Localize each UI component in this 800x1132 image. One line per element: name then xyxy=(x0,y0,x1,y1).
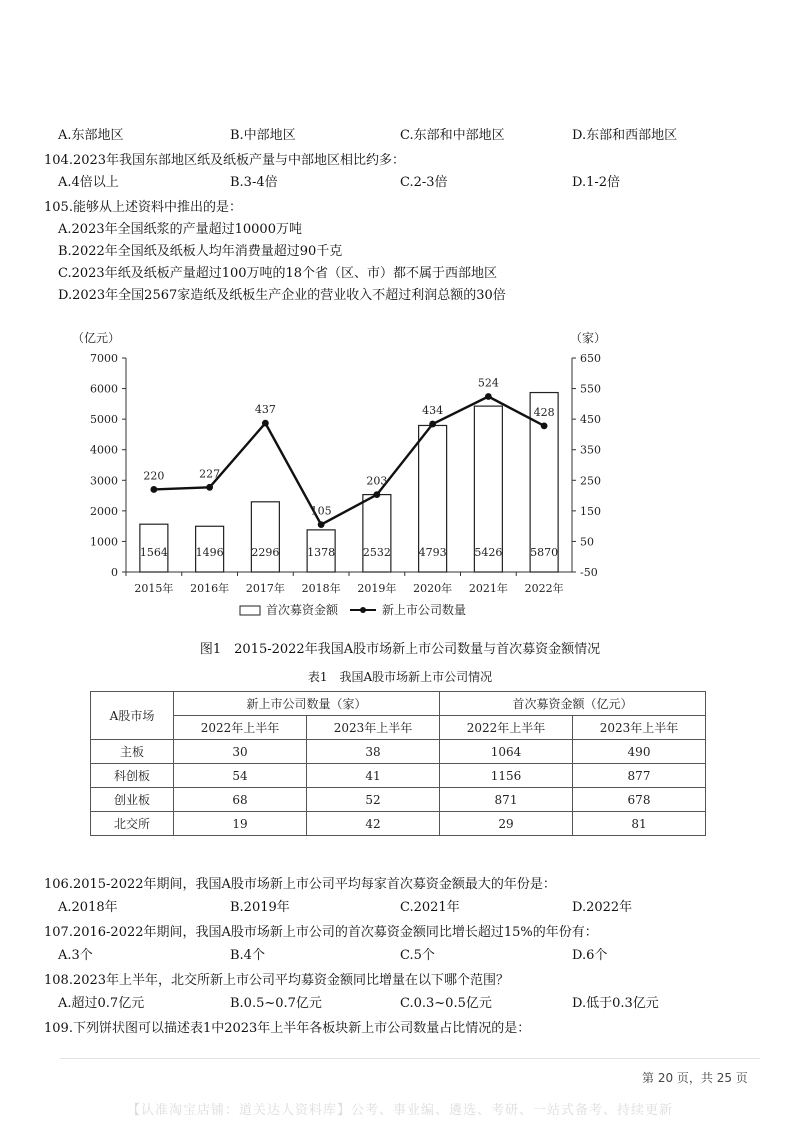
legend-line-marker xyxy=(360,607,366,613)
q107-option-c: C.5个 xyxy=(400,948,435,963)
x-tick-label: 2020年 xyxy=(413,582,453,595)
q108-option-c: C.0.3~0.5亿元 xyxy=(400,996,492,1011)
bar-value-label: 5870 xyxy=(530,546,559,559)
q106-option-d: D.2022年 xyxy=(572,900,633,915)
left-tick-label: 6000 xyxy=(90,382,118,396)
right-tick-label: 250 xyxy=(580,474,601,488)
x-tick-label: 2017年 xyxy=(245,582,285,595)
left-tick-label: 3000 xyxy=(90,474,118,488)
x-tick-label: 2019年 xyxy=(357,582,397,595)
x-tick-label: 2015年 xyxy=(134,582,174,595)
q106-option-c: C.2021年 xyxy=(400,900,460,915)
left-tick-label: 7000 xyxy=(90,352,118,365)
q104-option-b: B.3-4倍 xyxy=(230,175,278,190)
q105-option-d: D.2023年全国2567家造纸及纸板生产企业的营业收入不超过利润总额的30倍 xyxy=(58,288,506,303)
right-tick-label: 650 xyxy=(580,352,601,365)
q104-option-d: D.1-2倍 xyxy=(572,175,621,190)
bar-value-label: 2532 xyxy=(362,546,391,559)
right-tick-label: 150 xyxy=(580,504,601,518)
right-tick-label: -50 xyxy=(580,566,598,579)
q107-stem: 107.2016-2022年期间，我国A股市场新上市公司的首次募资金额同比增长超过15%的年份有： xyxy=(44,925,598,940)
table-row xyxy=(91,788,706,812)
q107-option-d: D.6个 xyxy=(572,948,608,963)
table-cell: 1156 xyxy=(440,764,573,788)
line-value-label: 227 xyxy=(199,467,221,481)
table1-title: 表1 我国A股市场新上市公司情况 xyxy=(307,670,493,684)
line-value-label: 105 xyxy=(310,504,332,518)
q103-option-a: A.东部地区 xyxy=(58,128,124,143)
q105-option-a: A.2023年全国纸浆的产量超过10000万吨 xyxy=(58,222,302,237)
row-label: 创业板 xyxy=(91,788,174,812)
table-cell: 871 xyxy=(440,788,573,812)
table1-sub-header: 2022年上半年 xyxy=(440,716,573,740)
left-tick-label: 5000 xyxy=(90,413,118,427)
table1-sub-header: 2023年上半年 xyxy=(573,716,706,740)
q104-option-a: A.4倍以上 xyxy=(58,175,119,190)
bar-value-label: 1496 xyxy=(195,546,224,559)
left-tick-label: 2000 xyxy=(90,504,118,518)
bar-value-label: 2296 xyxy=(251,546,280,559)
q108-stem: 108.2023年上半年，北交所新上市公司平均募资金额同比增量在以下哪个范围？ xyxy=(44,973,510,988)
table-cell: 30 xyxy=(174,740,307,764)
bar-value-label: 1564 xyxy=(139,546,168,559)
combo-chart xyxy=(60,322,760,632)
q103-option-c: C.东部和中部地区 xyxy=(400,128,505,143)
watermark: 【认准淘宝店铺：道关达人资料库】公考、事业编、遴选、考研、一站式备考、持续更新 xyxy=(126,1103,673,1118)
x-tick-label: 2018年 xyxy=(301,582,341,595)
bar-value-label: 1378 xyxy=(307,546,336,559)
table-cell: 877 xyxy=(573,764,706,788)
q108-option-a: A.超过0.7亿元 xyxy=(58,996,145,1011)
line-point xyxy=(485,393,492,400)
right-axis-label: （家） xyxy=(569,331,607,345)
table-row xyxy=(91,740,706,764)
line-value-label: 220 xyxy=(143,469,165,483)
right-tick-label: 550 xyxy=(580,382,601,396)
table-cell: 19 xyxy=(174,812,307,836)
table1-group-header: 新上市公司数量（家） xyxy=(174,692,440,716)
legend-bar-label: 首次募资金额 xyxy=(266,603,339,617)
left-tick-label: 4000 xyxy=(90,443,118,457)
line-value-label: 434 xyxy=(422,404,444,418)
table1-sub-header: 2023年上半年 xyxy=(307,716,440,740)
table-cell: 490 xyxy=(573,740,706,764)
q107-option-a: A.3个 xyxy=(58,948,93,963)
table-cell: 678 xyxy=(573,788,706,812)
table-row xyxy=(91,812,706,836)
table-cell: 1064 xyxy=(440,740,573,764)
line-point xyxy=(262,420,269,427)
legend-line-label: 新上市公司数量 xyxy=(382,603,467,617)
q103-option-d: D.东部和西部地区 xyxy=(572,128,678,143)
x-tick-label: 2021年 xyxy=(468,582,508,595)
line-point xyxy=(541,422,548,429)
row-label: 科创板 xyxy=(91,764,174,788)
table-cell: 68 xyxy=(174,788,307,812)
line-point xyxy=(429,421,436,428)
q108-option-b: B.0.5~0.7亿元 xyxy=(230,996,322,1011)
row-label: 主板 xyxy=(91,740,174,764)
row-label: 北交所 xyxy=(91,812,174,836)
q105-option-c: C.2023年纸及纸板产量超过100万吨的18个省（区、市）都不属于西部地区 xyxy=(58,266,498,281)
page-number: 第 20 页，共 25 页 xyxy=(642,1071,748,1085)
table-cell: 54 xyxy=(174,764,307,788)
table1 xyxy=(90,691,706,836)
line-point xyxy=(318,521,325,528)
table1-corner: A股市场 xyxy=(91,692,174,740)
left-axis-label: （亿元） xyxy=(71,331,121,345)
line-point xyxy=(373,491,380,498)
line-value-label: 428 xyxy=(533,405,555,419)
line-point xyxy=(150,486,157,493)
table1-sub-header: 2022年上半年 xyxy=(174,716,307,740)
table1-group-header: 首次募资金额（亿元） xyxy=(440,692,706,716)
right-tick-label: 450 xyxy=(580,413,601,427)
left-tick-label: 1000 xyxy=(90,535,118,549)
table-cell: 52 xyxy=(307,788,440,812)
table-cell: 41 xyxy=(307,764,440,788)
q108-option-d: D.低于0.3亿元 xyxy=(572,996,659,1011)
table-cell: 81 xyxy=(573,812,706,836)
right-tick-label: 50 xyxy=(580,535,594,549)
table-cell: 42 xyxy=(307,812,440,836)
line-value-label: 524 xyxy=(477,376,499,390)
chart-title: 图1 2015-2022年我国A股市场新上市公司数量与首次募资金额情况 xyxy=(199,642,601,657)
q107-option-b: B.4个 xyxy=(230,948,265,963)
x-tick-label: 2022年 xyxy=(524,582,564,595)
bar xyxy=(251,502,279,572)
q106-option-a: A.2018年 xyxy=(58,900,118,915)
bar-value-label: 5426 xyxy=(474,546,503,559)
q105-option-b: B.2022年全国纸及纸板人均年消费量超过90千克 xyxy=(58,244,343,259)
q109-stem: 109.下列饼状图可以描述表1中2023年上半年各板块新上市公司数量占比情况的是： xyxy=(44,1021,531,1036)
bar xyxy=(363,495,391,572)
right-tick-label: 350 xyxy=(580,443,601,457)
table-cell: 38 xyxy=(307,740,440,764)
footer-divider xyxy=(60,1058,760,1059)
left-tick-label: 0 xyxy=(111,566,118,579)
q105-stem: 105.能够从上述资料中推出的是： xyxy=(44,200,242,215)
table-row xyxy=(91,764,706,788)
line-value-label: 437 xyxy=(254,403,276,417)
line-value-label: 203 xyxy=(366,474,388,488)
q106-option-b: B.2019年 xyxy=(230,900,290,915)
q104-option-c: C.2-3倍 xyxy=(400,175,448,190)
table-cell: 29 xyxy=(440,812,573,836)
x-tick-label: 2016年 xyxy=(190,582,230,595)
bar-value-label: 4793 xyxy=(418,546,447,559)
q104-stem: 104.2023年我国东部地区纸及纸板产量与中部地区相比约多： xyxy=(44,153,406,168)
line-point xyxy=(206,484,213,491)
q103-option-b: B.中部地区 xyxy=(230,128,296,143)
q106-stem: 106.2015-2022年期间，我国A股市场新上市公司平均每家首次募资金额最大的年份是： xyxy=(44,877,556,892)
legend-bar-swatch xyxy=(240,606,260,615)
